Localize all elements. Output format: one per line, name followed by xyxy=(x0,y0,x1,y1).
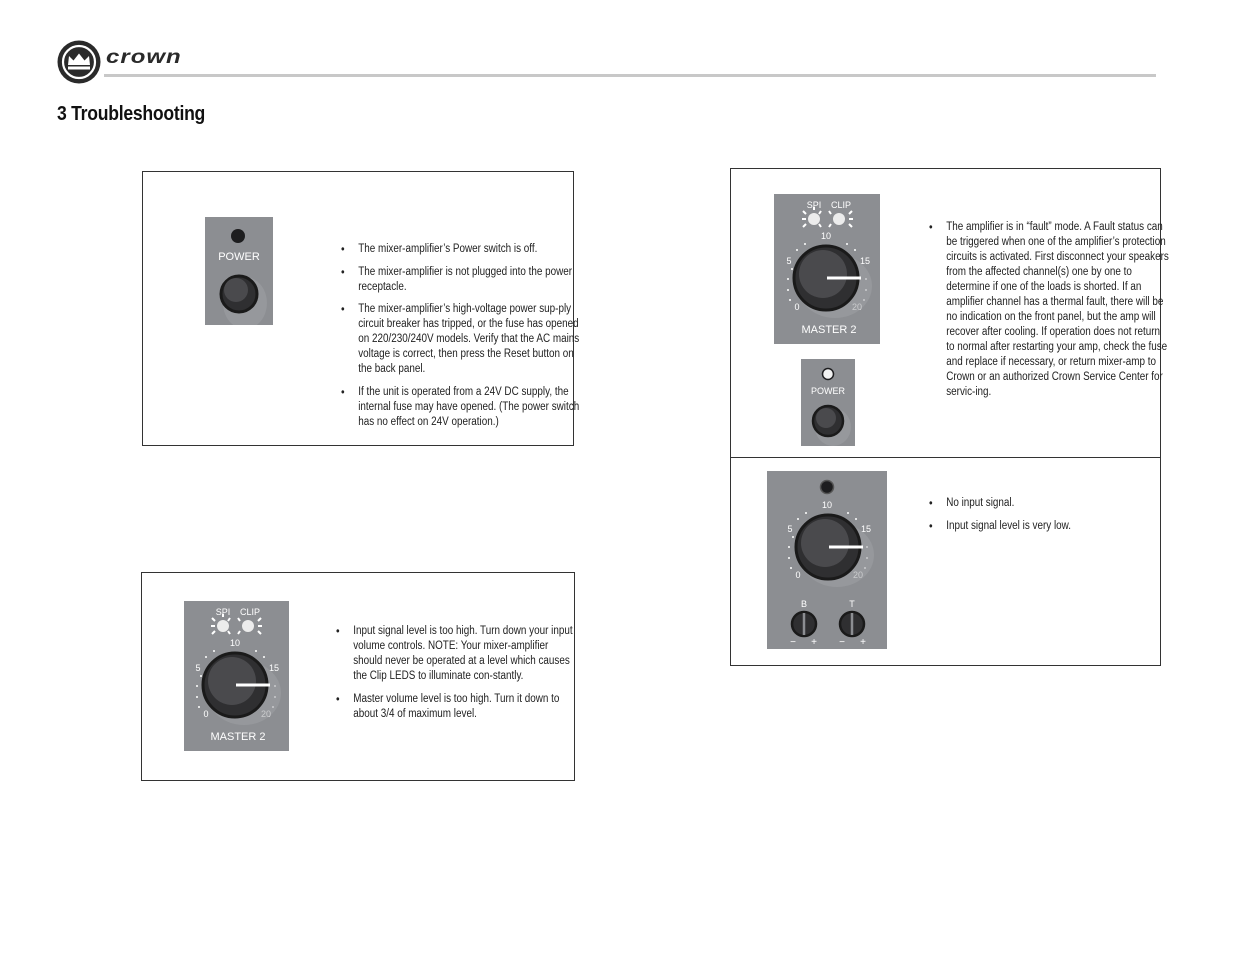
master-label: MASTER 2 xyxy=(210,731,266,743)
scale-label-5: 5 xyxy=(195,663,201,673)
scale-label-15: 15 xyxy=(268,663,280,673)
treble-plus: + xyxy=(860,637,866,648)
scale-label-10: 10 xyxy=(820,231,832,241)
brand-wordmark: crown xyxy=(106,46,182,68)
signal-led-icon xyxy=(217,620,229,632)
scale-label-10: 10 xyxy=(229,638,241,648)
scale-label-0: 0 xyxy=(794,302,800,312)
input-panel xyxy=(767,471,887,649)
scale-label-15: 15 xyxy=(859,256,871,266)
list-item: • If the unit is operated from a 24V DC supply, the internal fuse may have opened. (The power switch has no effect on 24V operation.) xyxy=(341,385,580,430)
clip-led-icon xyxy=(833,213,845,225)
bass-label: B xyxy=(800,599,808,609)
header-rule xyxy=(104,74,1156,77)
master-panel xyxy=(184,601,289,751)
clip-label: CLIP xyxy=(830,200,852,210)
page-title: 3 Troubleshooting xyxy=(57,103,206,125)
signal-led-icon xyxy=(821,481,834,494)
power-led-icon xyxy=(823,369,834,380)
scale-label-10: 10 xyxy=(821,500,833,510)
spi-label: SPI xyxy=(806,200,822,210)
master-panel-fault xyxy=(774,194,880,344)
scale-label-5: 5 xyxy=(786,256,792,266)
list-item: • The mixer-amplifier’s Power switch is off. xyxy=(341,242,580,257)
box-divider xyxy=(731,457,1160,458)
treble-label: T xyxy=(849,599,855,609)
bass-plus: + xyxy=(811,637,817,648)
power-bullet-list xyxy=(341,242,580,437)
treble-minus: − xyxy=(839,637,845,648)
bass-minus: − xyxy=(790,637,796,648)
signal-led-icon xyxy=(808,213,820,225)
power-label: POWER xyxy=(810,386,846,396)
power-led-icon xyxy=(231,229,245,243)
spi-label: SPI xyxy=(215,607,231,617)
power-panel xyxy=(205,217,273,325)
list-item: • The mixer-amplifier’s high-voltage power sup-ply circuit breaker has tripped, or the fuse has opened on 220/230/240V models. Verify that the AC mains voltage is correct, then press the Reset button on the back panel. xyxy=(341,302,580,377)
list-item: • The amplifier is in “fault” mode. A Fault status can be triggered when one of the amplifier’s protection circuits is activated. First disconnect your speakers from the affected channel(s) one by one to determine if one of the loads is shorted. If an amplifier channel has a thermal fault, there will be no indication on the front panel, but the amp will recover after cooling. If operation does not return to normal after restarting your amp, check the fuse and replace if necessary, or return mixer-amp to Crown or an authorized Crown Service Center for servic-ing. xyxy=(929,220,1170,400)
list-item: • No input signal. xyxy=(929,496,1170,511)
scale-label-0: 0 xyxy=(203,709,209,719)
clip-bullet-list xyxy=(336,624,573,729)
list-item: • Input signal level is very low. xyxy=(929,519,1170,534)
power-label: POWER xyxy=(218,251,260,263)
crown-logo xyxy=(56,39,201,85)
list-item: • Master volume level is too high. Turn it down to about 3/4 of maximum level. xyxy=(336,692,575,722)
list-item: • The mixer-amplifier is not plugged into the power receptacle. xyxy=(341,265,580,295)
no-signal-bullet-list xyxy=(929,496,1153,541)
list-item: • Input signal level is too high. Turn down your input volume controls. NOTE: Your mixer-amplifier should never be operated at a level which causes the Clip LEDS to illuminate con-stantly. xyxy=(336,624,575,684)
fault-bullet-list xyxy=(929,220,1169,408)
scale-label-0: 0 xyxy=(795,570,801,580)
clip-led-icon xyxy=(242,620,254,632)
power-panel-fault xyxy=(801,359,855,446)
scale-label-15: 15 xyxy=(860,524,872,534)
clip-label: CLIP xyxy=(239,607,261,617)
master-label: MASTER 2 xyxy=(801,324,857,336)
scale-label-5: 5 xyxy=(787,524,793,534)
